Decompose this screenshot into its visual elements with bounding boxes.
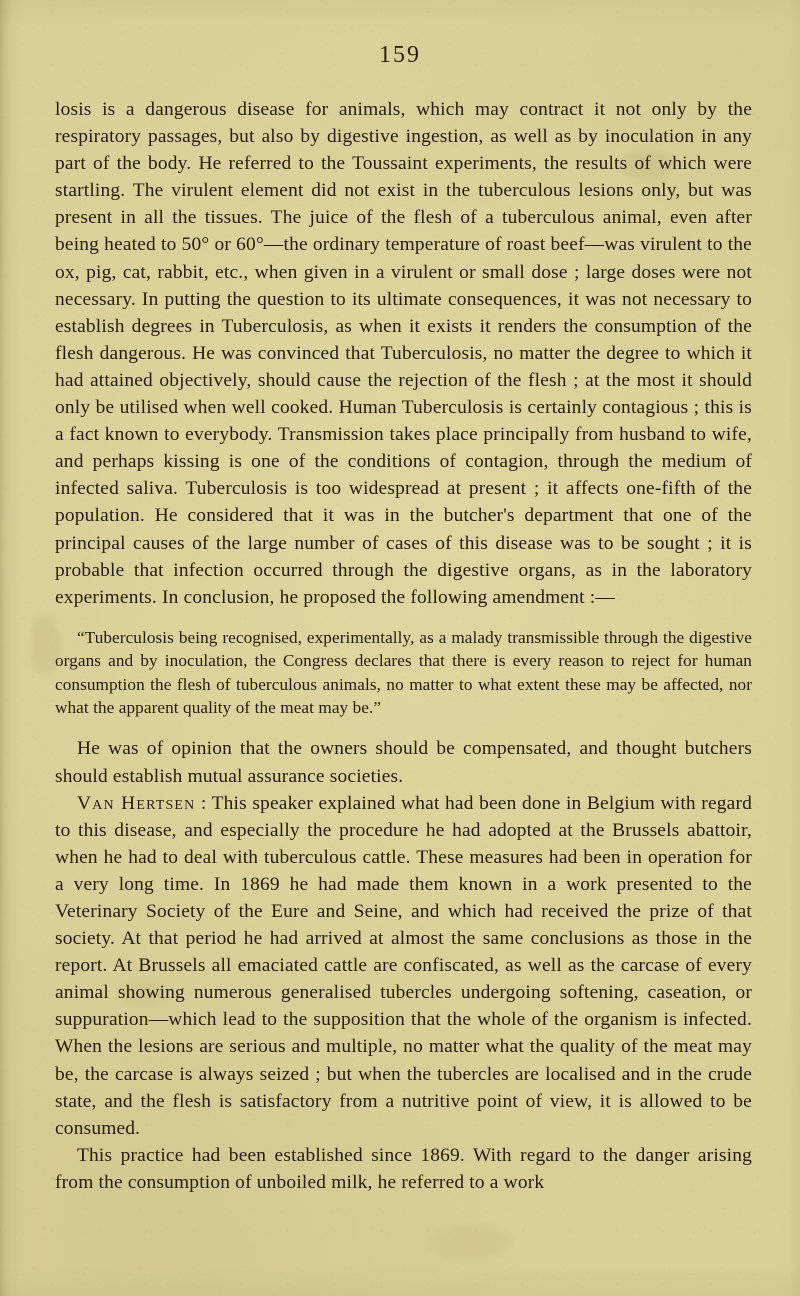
paragraph-practice-since-1869: This practice had been established since 1869. With regard to the danger arising from the consumption of unboiled milk, he referred to a work bbox=[55, 1144, 752, 1193]
page-text-block bbox=[55, 96, 752, 1196]
paragraph-body: losis is a dangerous disease for animals, which may contract it not only by the respiratory passages, but also by digestive ingestion, as well as by inoculation in any part of the body. He referred to the Toussaint experiments, the results of which were startling. The virulent element did not exist in the tuberculous lesions only, but was present in all the tissues. The juice of the flesh of a tuberculous animal, even after being heated to 50° or 60°—the ordinary temperature of roast beef—was virulent to the ox, pig, cat, rabbit, etc., when given in a virulent or small dose ; large doses were not necessary. In putting the question to its ultimate consequences, it was not necessary to establish degrees in Tuberculosis, as when it exists it renders the consumption of the flesh dangerous. He was convinced that Tuberculosis, no matter the degree to which it had attained objectively, should cause the rejection of the flesh ; at the most it should only be utilised when well cooked. Human Tuberculosis is certainly contagious ; this is a fact known to everybody. Transmission takes place principally from husband to wife, and perhaps kissing is one of the conditions of contagion, through the medium of infected saliva. Tuberculosis is too widespread at present ; it affects one-fifth of the population. He considered that it was in the butcher's department that one of the principal causes of the large number of cases of this disease was to be sought ; it is probable that infection occurred through the digestive organs, as in the laboratory experiments. In conclusion, he proposed the following amendment :— bbox=[55, 99, 752, 608]
paragraph-quoted-resolution: “Tuberculosis being recognised, experimentally, as a malady transmissible through the digestive organs and by inoculation, the Congress declares that there is every reason to reject for human consumption the flesh of tuberculous animals, no matter to what extent these may be affected, nor what the apparent quality of the meat may be.” bbox=[55, 627, 752, 717]
speaker-name: Van Hertsen bbox=[77, 792, 196, 814]
paper-blotch bbox=[430, 1225, 510, 1259]
page-number: 159 bbox=[379, 42, 421, 68]
speaker-separator: : bbox=[195, 792, 212, 814]
paragraph-compensation: He was of opinion that the owners should be compensated, and thought butchers should establish mutual assurance societies. bbox=[55, 738, 752, 787]
speaker-remarks: This speaker explained what had been done in Belgium with regard to this disease, and especially the procedure he had adopted at the Brussels abattoir, when he had to deal with tuberculous cattle. These measures had been in operation for a very long time. In 1869 he had made them known in a work presented to the Veterinary Society of the Eure and Seine, and which had received the prize of that society. At that period he had arrived at almost the same conclusions as those in the report. At Brussels all emaciated cattle are confiscated, as well as the carcase of every animal showing numerous generalised tubercles undergoing softening, caseation, or suppuration—which lead to the supposition that the whole of the organism is infected. When the lesions are serious and multiple, no matter what the quality of the meat may be, the carcase is always seized ; but when the tubercles are localised and in the crude state, and the flesh is satisfactory from a nutritive point of view, it is allowed to be consumed. bbox=[55, 792, 752, 1139]
paragraph-van-hertsen bbox=[55, 790, 752, 1142]
